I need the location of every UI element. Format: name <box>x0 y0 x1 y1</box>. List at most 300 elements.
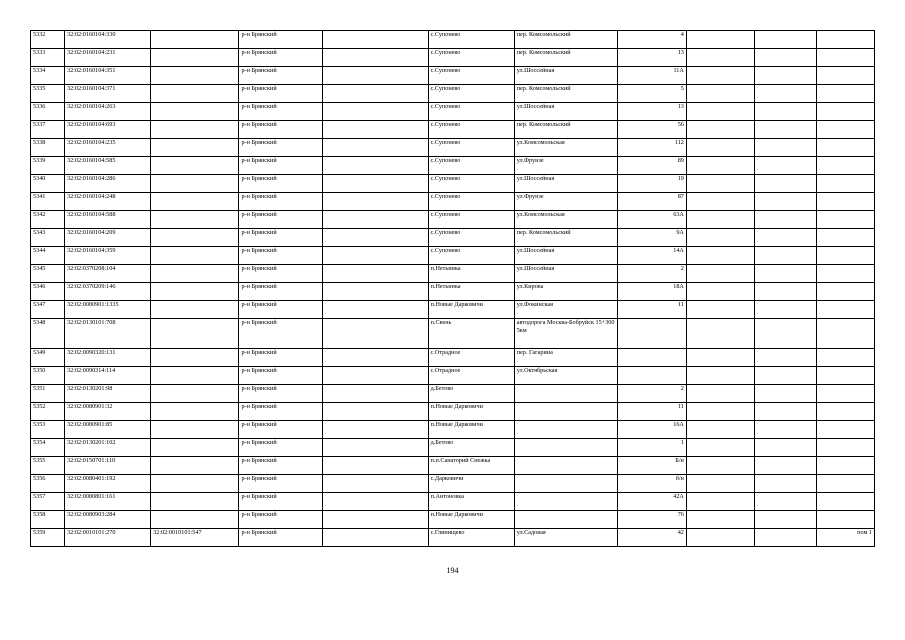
table-row <box>31 121 875 139</box>
note-cell <box>817 319 875 349</box>
note-cell <box>817 85 875 103</box>
row-number-cell: 5346 <box>31 283 65 301</box>
related-cadastral-cell <box>151 283 239 301</box>
empty-cell <box>686 421 754 439</box>
empty-cell <box>754 247 816 265</box>
empty-cell <box>686 157 754 175</box>
district-cell: р-н Брянский <box>239 283 323 301</box>
street-cell: ул.Шоссейная <box>514 67 617 85</box>
street-cell: ул.Октябрьская <box>514 367 617 385</box>
empty-cell <box>754 421 816 439</box>
cadastral-number-cell: 32:02:0160104:248 <box>64 193 150 211</box>
empty-cell <box>323 493 428 511</box>
row-number-cell: 5345 <box>31 265 65 283</box>
locality-cell: п.Новые Дарковичи <box>428 403 514 421</box>
note-cell <box>817 229 875 247</box>
locality-cell: с.Супонево <box>428 211 514 229</box>
cadastral-number-cell: 32:02:0090314:114 <box>64 367 150 385</box>
row-number-cell: 5353 <box>31 421 65 439</box>
empty-cell <box>323 175 428 193</box>
locality-cell: с.Супонево <box>428 139 514 157</box>
street-cell: ул.Шоссейная <box>514 103 617 121</box>
empty-cell <box>323 475 428 493</box>
related-cadastral-cell <box>151 67 239 85</box>
empty-cell <box>323 367 428 385</box>
empty-cell <box>323 301 428 319</box>
related-cadastral-cell <box>151 175 239 193</box>
street-cell: ул.Шоссейная <box>514 265 617 283</box>
empty-cell <box>323 247 428 265</box>
district-cell: р-н Брянский <box>239 211 323 229</box>
empty-cell <box>323 229 428 247</box>
house-number-cell: 42А <box>617 493 686 511</box>
related-cadastral-cell <box>151 193 239 211</box>
note-cell <box>817 457 875 475</box>
empty-cell <box>323 385 428 403</box>
empty-cell <box>323 121 428 139</box>
row-number-cell: 5357 <box>31 493 65 511</box>
row-number-cell: 5336 <box>31 103 65 121</box>
house-number-cell: 13 <box>617 103 686 121</box>
cadastral-number-cell: 32:02:0130201:102 <box>64 439 150 457</box>
related-cadastral-cell <box>151 349 239 367</box>
empty-cell <box>686 193 754 211</box>
street-cell <box>514 421 617 439</box>
empty-cell <box>754 439 816 457</box>
house-number-cell: 9А <box>617 229 686 247</box>
empty-cell <box>686 493 754 511</box>
house-number-cell <box>617 319 686 349</box>
note-cell <box>817 211 875 229</box>
street-cell: автодорога Москва-Бобруйск 15+300 5км <box>514 319 617 349</box>
empty-cell <box>323 319 428 349</box>
district-cell: р-н Брянский <box>239 67 323 85</box>
locality-cell: с.Супонево <box>428 103 514 121</box>
table-row <box>31 403 875 421</box>
note-cell <box>817 385 875 403</box>
note-cell <box>817 511 875 529</box>
row-number-cell: 5341 <box>31 193 65 211</box>
street-cell: пер. Комсомольский <box>514 229 617 247</box>
house-number-cell: 112 <box>617 139 686 157</box>
related-cadastral-cell <box>151 457 239 475</box>
empty-cell <box>686 283 754 301</box>
row-number-cell: 5350 <box>31 367 65 385</box>
empty-cell <box>754 175 816 193</box>
table-row <box>31 385 875 403</box>
house-number-cell: 1 <box>617 439 686 457</box>
empty-cell <box>686 247 754 265</box>
street-cell: ул.Фрунзе <box>514 157 617 175</box>
house-number-cell: 2 <box>617 265 686 283</box>
empty-cell <box>686 121 754 139</box>
table-row <box>31 229 875 247</box>
related-cadastral-cell <box>151 49 239 67</box>
row-number-cell: 5358 <box>31 511 65 529</box>
empty-cell <box>686 403 754 421</box>
table-row <box>31 475 875 493</box>
locality-cell: с.Супонево <box>428 157 514 175</box>
table-row <box>31 421 875 439</box>
empty-cell <box>754 139 816 157</box>
district-cell: р-н Брянский <box>239 229 323 247</box>
empty-cell <box>686 139 754 157</box>
cadastral-number-cell: 32:02:0080903:284 <box>64 511 150 529</box>
empty-cell <box>754 301 816 319</box>
row-number-cell: 5348 <box>31 319 65 349</box>
cadastral-number-cell: 32:02:0370209:146 <box>64 283 150 301</box>
empty-cell <box>686 31 754 49</box>
district-cell: р-н Брянский <box>239 193 323 211</box>
street-cell: ул.Комсомольская <box>514 139 617 157</box>
note-cell <box>817 403 875 421</box>
district-cell: р-н Брянский <box>239 457 323 475</box>
cadastral-number-cell: 32:02:0160104:263 <box>64 103 150 121</box>
cadastral-number-cell: 32:02:0160104:351 <box>64 67 150 85</box>
empty-cell <box>686 439 754 457</box>
note-cell <box>817 157 875 175</box>
table-body <box>31 31 875 547</box>
empty-cell <box>323 139 428 157</box>
table-row <box>31 211 875 229</box>
locality-cell: с.Супонево <box>428 121 514 139</box>
empty-cell <box>754 211 816 229</box>
empty-cell <box>323 67 428 85</box>
related-cadastral-cell: 32:02:0010101:547 <box>151 529 239 547</box>
note-cell <box>817 175 875 193</box>
related-cadastral-cell <box>151 139 239 157</box>
empty-cell <box>686 229 754 247</box>
empty-cell <box>323 193 428 211</box>
district-cell: р-н Брянский <box>239 385 323 403</box>
cadastral-number-cell: 32:02:0150701:110 <box>64 457 150 475</box>
empty-cell <box>323 403 428 421</box>
note-cell <box>817 103 875 121</box>
street-cell: пер. Комсомольский <box>514 49 617 67</box>
empty-cell <box>754 403 816 421</box>
related-cadastral-cell <box>151 85 239 103</box>
locality-cell: с.Супонево <box>428 67 514 85</box>
cadastral-number-cell: 32:02:0080901:85 <box>64 421 150 439</box>
district-cell: р-н Брянский <box>239 403 323 421</box>
related-cadastral-cell <box>151 265 239 283</box>
empty-cell <box>754 457 816 475</box>
cadastral-number-cell: 32:02:0160104:585 <box>64 157 150 175</box>
street-cell: ул.Садовая <box>514 529 617 547</box>
street-cell: ул.Фрунзе <box>514 193 617 211</box>
row-number-cell: 5347 <box>31 301 65 319</box>
related-cadastral-cell <box>151 439 239 457</box>
district-cell: р-н Брянский <box>239 49 323 67</box>
locality-cell: п.Новые Дарковичи <box>428 511 514 529</box>
locality-cell: п.Нетьинка <box>428 283 514 301</box>
related-cadastral-cell <box>151 367 239 385</box>
locality-cell: с.Супонево <box>428 175 514 193</box>
district-cell: р-н Брянский <box>239 175 323 193</box>
related-cadastral-cell <box>151 211 239 229</box>
house-number-cell: 14А <box>617 247 686 265</box>
cadastral-number-cell: 32:02:0080801:161 <box>64 493 150 511</box>
note-cell <box>817 349 875 367</box>
empty-cell <box>754 529 816 547</box>
table-row <box>31 49 875 67</box>
empty-cell <box>754 193 816 211</box>
district-cell: р-н Брянский <box>239 367 323 385</box>
empty-cell <box>754 103 816 121</box>
empty-cell <box>754 157 816 175</box>
note-cell <box>817 139 875 157</box>
cadastral-number-cell: 32:02:0370208:104 <box>64 265 150 283</box>
district-cell: р-н Брянский <box>239 301 323 319</box>
locality-cell: с.Супонево <box>428 193 514 211</box>
cadastral-number-cell: 32:02:0160104:693 <box>64 121 150 139</box>
street-cell: пер. Комсомольский <box>514 121 617 139</box>
locality-cell: п.Новые Дарковичи <box>428 301 514 319</box>
street-cell <box>514 457 617 475</box>
empty-cell <box>686 529 754 547</box>
locality-cell: с.Супонево <box>428 31 514 49</box>
related-cadastral-cell <box>151 493 239 511</box>
district-cell: р-н Брянский <box>239 421 323 439</box>
district-cell: р-н Брянский <box>239 121 323 139</box>
empty-cell <box>323 421 428 439</box>
house-number-cell: Б/н <box>617 457 686 475</box>
row-number-cell: 5338 <box>31 139 65 157</box>
house-number-cell: 89 <box>617 157 686 175</box>
row-number-cell: 5354 <box>31 439 65 457</box>
note-cell <box>817 49 875 67</box>
empty-cell <box>686 211 754 229</box>
empty-cell <box>323 31 428 49</box>
empty-cell <box>323 265 428 283</box>
table-row <box>31 31 875 49</box>
house-number-cell: 11 <box>617 301 686 319</box>
house-number-cell: 63А <box>617 211 686 229</box>
note-cell <box>817 31 875 49</box>
note-cell <box>817 367 875 385</box>
row-number-cell: 5340 <box>31 175 65 193</box>
empty-cell <box>686 67 754 85</box>
related-cadastral-cell <box>151 319 239 349</box>
house-number-cell: 18А <box>617 283 686 301</box>
empty-cell <box>754 31 816 49</box>
locality-cell: п.п.Санаторий Снежка <box>428 457 514 475</box>
related-cadastral-cell <box>151 421 239 439</box>
district-cell: р-н Брянский <box>239 103 323 121</box>
empty-cell <box>323 511 428 529</box>
note-cell <box>817 421 875 439</box>
locality-cell: с.Супонево <box>428 247 514 265</box>
related-cadastral-cell <box>151 157 239 175</box>
empty-cell <box>686 511 754 529</box>
empty-cell <box>754 121 816 139</box>
house-number-cell: 2 <box>617 385 686 403</box>
house-number-cell <box>617 349 686 367</box>
empty-cell <box>323 283 428 301</box>
locality-cell: д.Бетово <box>428 385 514 403</box>
table-row <box>31 349 875 367</box>
cadastral-number-cell: 32:02:0160104:359 <box>64 247 150 265</box>
records-table <box>30 30 875 547</box>
table-row <box>31 193 875 211</box>
cadastral-number-cell: 32:02:0160104:588 <box>64 211 150 229</box>
house-number-cell: 11А <box>617 67 686 85</box>
locality-cell: с.Глинищево <box>428 529 514 547</box>
district-cell: р-н Брянский <box>239 247 323 265</box>
district-cell: р-н Брянский <box>239 439 323 457</box>
note-cell <box>817 439 875 457</box>
note-cell <box>817 247 875 265</box>
table-row <box>31 67 875 85</box>
table-row <box>31 319 875 349</box>
empty-cell <box>323 211 428 229</box>
related-cadastral-cell <box>151 31 239 49</box>
empty-cell <box>323 85 428 103</box>
cadastral-number-cell: 32:02:0160104:209 <box>64 229 150 247</box>
locality-cell: с.Супонево <box>428 229 514 247</box>
empty-cell <box>754 367 816 385</box>
row-number-cell: 5352 <box>31 403 65 421</box>
row-number-cell: 5342 <box>31 211 65 229</box>
street-cell: ул.Комсомольская <box>514 211 617 229</box>
district-cell: р-н Брянский <box>239 511 323 529</box>
district-cell: р-н Брянский <box>239 349 323 367</box>
row-number-cell: 5356 <box>31 475 65 493</box>
empty-cell <box>686 265 754 283</box>
row-number-cell: 5335 <box>31 85 65 103</box>
cadastral-number-cell: 32:02:0080401:192 <box>64 475 150 493</box>
empty-cell <box>323 457 428 475</box>
table-row <box>31 367 875 385</box>
locality-cell: п.Антоновка <box>428 493 514 511</box>
street-cell <box>514 385 617 403</box>
empty-cell <box>754 67 816 85</box>
related-cadastral-cell <box>151 475 239 493</box>
house-number-cell: 19 <box>617 175 686 193</box>
empty-cell <box>686 475 754 493</box>
note-cell <box>817 67 875 85</box>
house-number-cell: 5 <box>617 85 686 103</box>
empty-cell <box>754 229 816 247</box>
table-row <box>31 157 875 175</box>
street-cell <box>514 439 617 457</box>
related-cadastral-cell <box>151 121 239 139</box>
cadastral-number-cell: 32:02:0130201:98 <box>64 385 150 403</box>
empty-cell <box>686 301 754 319</box>
street-cell <box>514 475 617 493</box>
empty-cell <box>754 349 816 367</box>
house-number-cell: 11 <box>617 403 686 421</box>
empty-cell <box>686 385 754 403</box>
house-number-cell: б/н <box>617 475 686 493</box>
table-row <box>31 529 875 547</box>
related-cadastral-cell <box>151 511 239 529</box>
empty-cell <box>686 367 754 385</box>
empty-cell <box>323 439 428 457</box>
district-cell: р-н Брянский <box>239 85 323 103</box>
district-cell: р-н Брянский <box>239 493 323 511</box>
related-cadastral-cell <box>151 403 239 421</box>
related-cadastral-cell <box>151 385 239 403</box>
table-row <box>31 247 875 265</box>
house-number-cell: 13 <box>617 49 686 67</box>
empty-cell <box>323 529 428 547</box>
house-number-cell: 42 <box>617 529 686 547</box>
note-cell <box>817 265 875 283</box>
empty-cell <box>686 457 754 475</box>
empty-cell <box>686 175 754 193</box>
cadastral-number-cell: 32:02:0160104:231 <box>64 49 150 67</box>
street-cell <box>514 493 617 511</box>
cadastral-number-cell: 32:02:0160104:371 <box>64 85 150 103</box>
related-cadastral-cell <box>151 247 239 265</box>
empty-cell <box>323 349 428 367</box>
cadastral-number-cell: 32:02:0160104:235 <box>64 139 150 157</box>
street-cell: пер. Комсомольский <box>514 31 617 49</box>
cadastral-number-cell: 32:02:0160104:286 <box>64 175 150 193</box>
locality-cell: п.Нетьинка <box>428 265 514 283</box>
table-row <box>31 103 875 121</box>
row-number-cell: 5332 <box>31 31 65 49</box>
page-number: 194 <box>446 566 459 575</box>
empty-cell <box>323 49 428 67</box>
cadastral-number-cell: 32:02:0010101:270 <box>64 529 150 547</box>
empty-cell <box>754 265 816 283</box>
district-cell: р-н Брянский <box>239 31 323 49</box>
house-number-cell: 16А <box>617 421 686 439</box>
row-number-cell: 5343 <box>31 229 65 247</box>
district-cell: р-н Брянский <box>239 157 323 175</box>
district-cell: р-н Брянский <box>239 139 323 157</box>
house-number-cell: 76 <box>617 511 686 529</box>
house-number-cell <box>617 367 686 385</box>
empty-cell <box>686 49 754 67</box>
locality-cell: с.Супонево <box>428 85 514 103</box>
table-row <box>31 493 875 511</box>
locality-cell: п.Свень <box>428 319 514 349</box>
house-number-cell: 87 <box>617 193 686 211</box>
related-cadastral-cell <box>151 229 239 247</box>
empty-cell <box>754 385 816 403</box>
empty-cell <box>686 85 754 103</box>
row-number-cell: 5337 <box>31 121 65 139</box>
locality-cell: п.Новые Дарковичи <box>428 421 514 439</box>
table-row <box>31 511 875 529</box>
cadastral-number-cell: 32:02:0160104:330 <box>64 31 150 49</box>
empty-cell <box>686 103 754 121</box>
locality-cell: с.Дарковичи <box>428 475 514 493</box>
table-row <box>31 283 875 301</box>
street-cell: ул.Шоссейная <box>514 175 617 193</box>
note-cell <box>817 475 875 493</box>
empty-cell <box>754 85 816 103</box>
row-number-cell: 5359 <box>31 529 65 547</box>
table-row <box>31 457 875 475</box>
related-cadastral-cell <box>151 301 239 319</box>
row-number-cell: 5339 <box>31 157 65 175</box>
district-cell: р-н Брянский <box>239 475 323 493</box>
empty-cell <box>754 511 816 529</box>
street-cell: ул.Фокинская <box>514 301 617 319</box>
cadastral-number-cell: 32:02:0080901:1335 <box>64 301 150 319</box>
note-cell <box>817 121 875 139</box>
street-cell: ул.Шоссейная <box>514 247 617 265</box>
locality-cell: с.Отрадное <box>428 349 514 367</box>
empty-cell <box>754 283 816 301</box>
empty-cell <box>754 475 816 493</box>
district-cell: р-н Брянский <box>239 265 323 283</box>
note-cell <box>817 193 875 211</box>
